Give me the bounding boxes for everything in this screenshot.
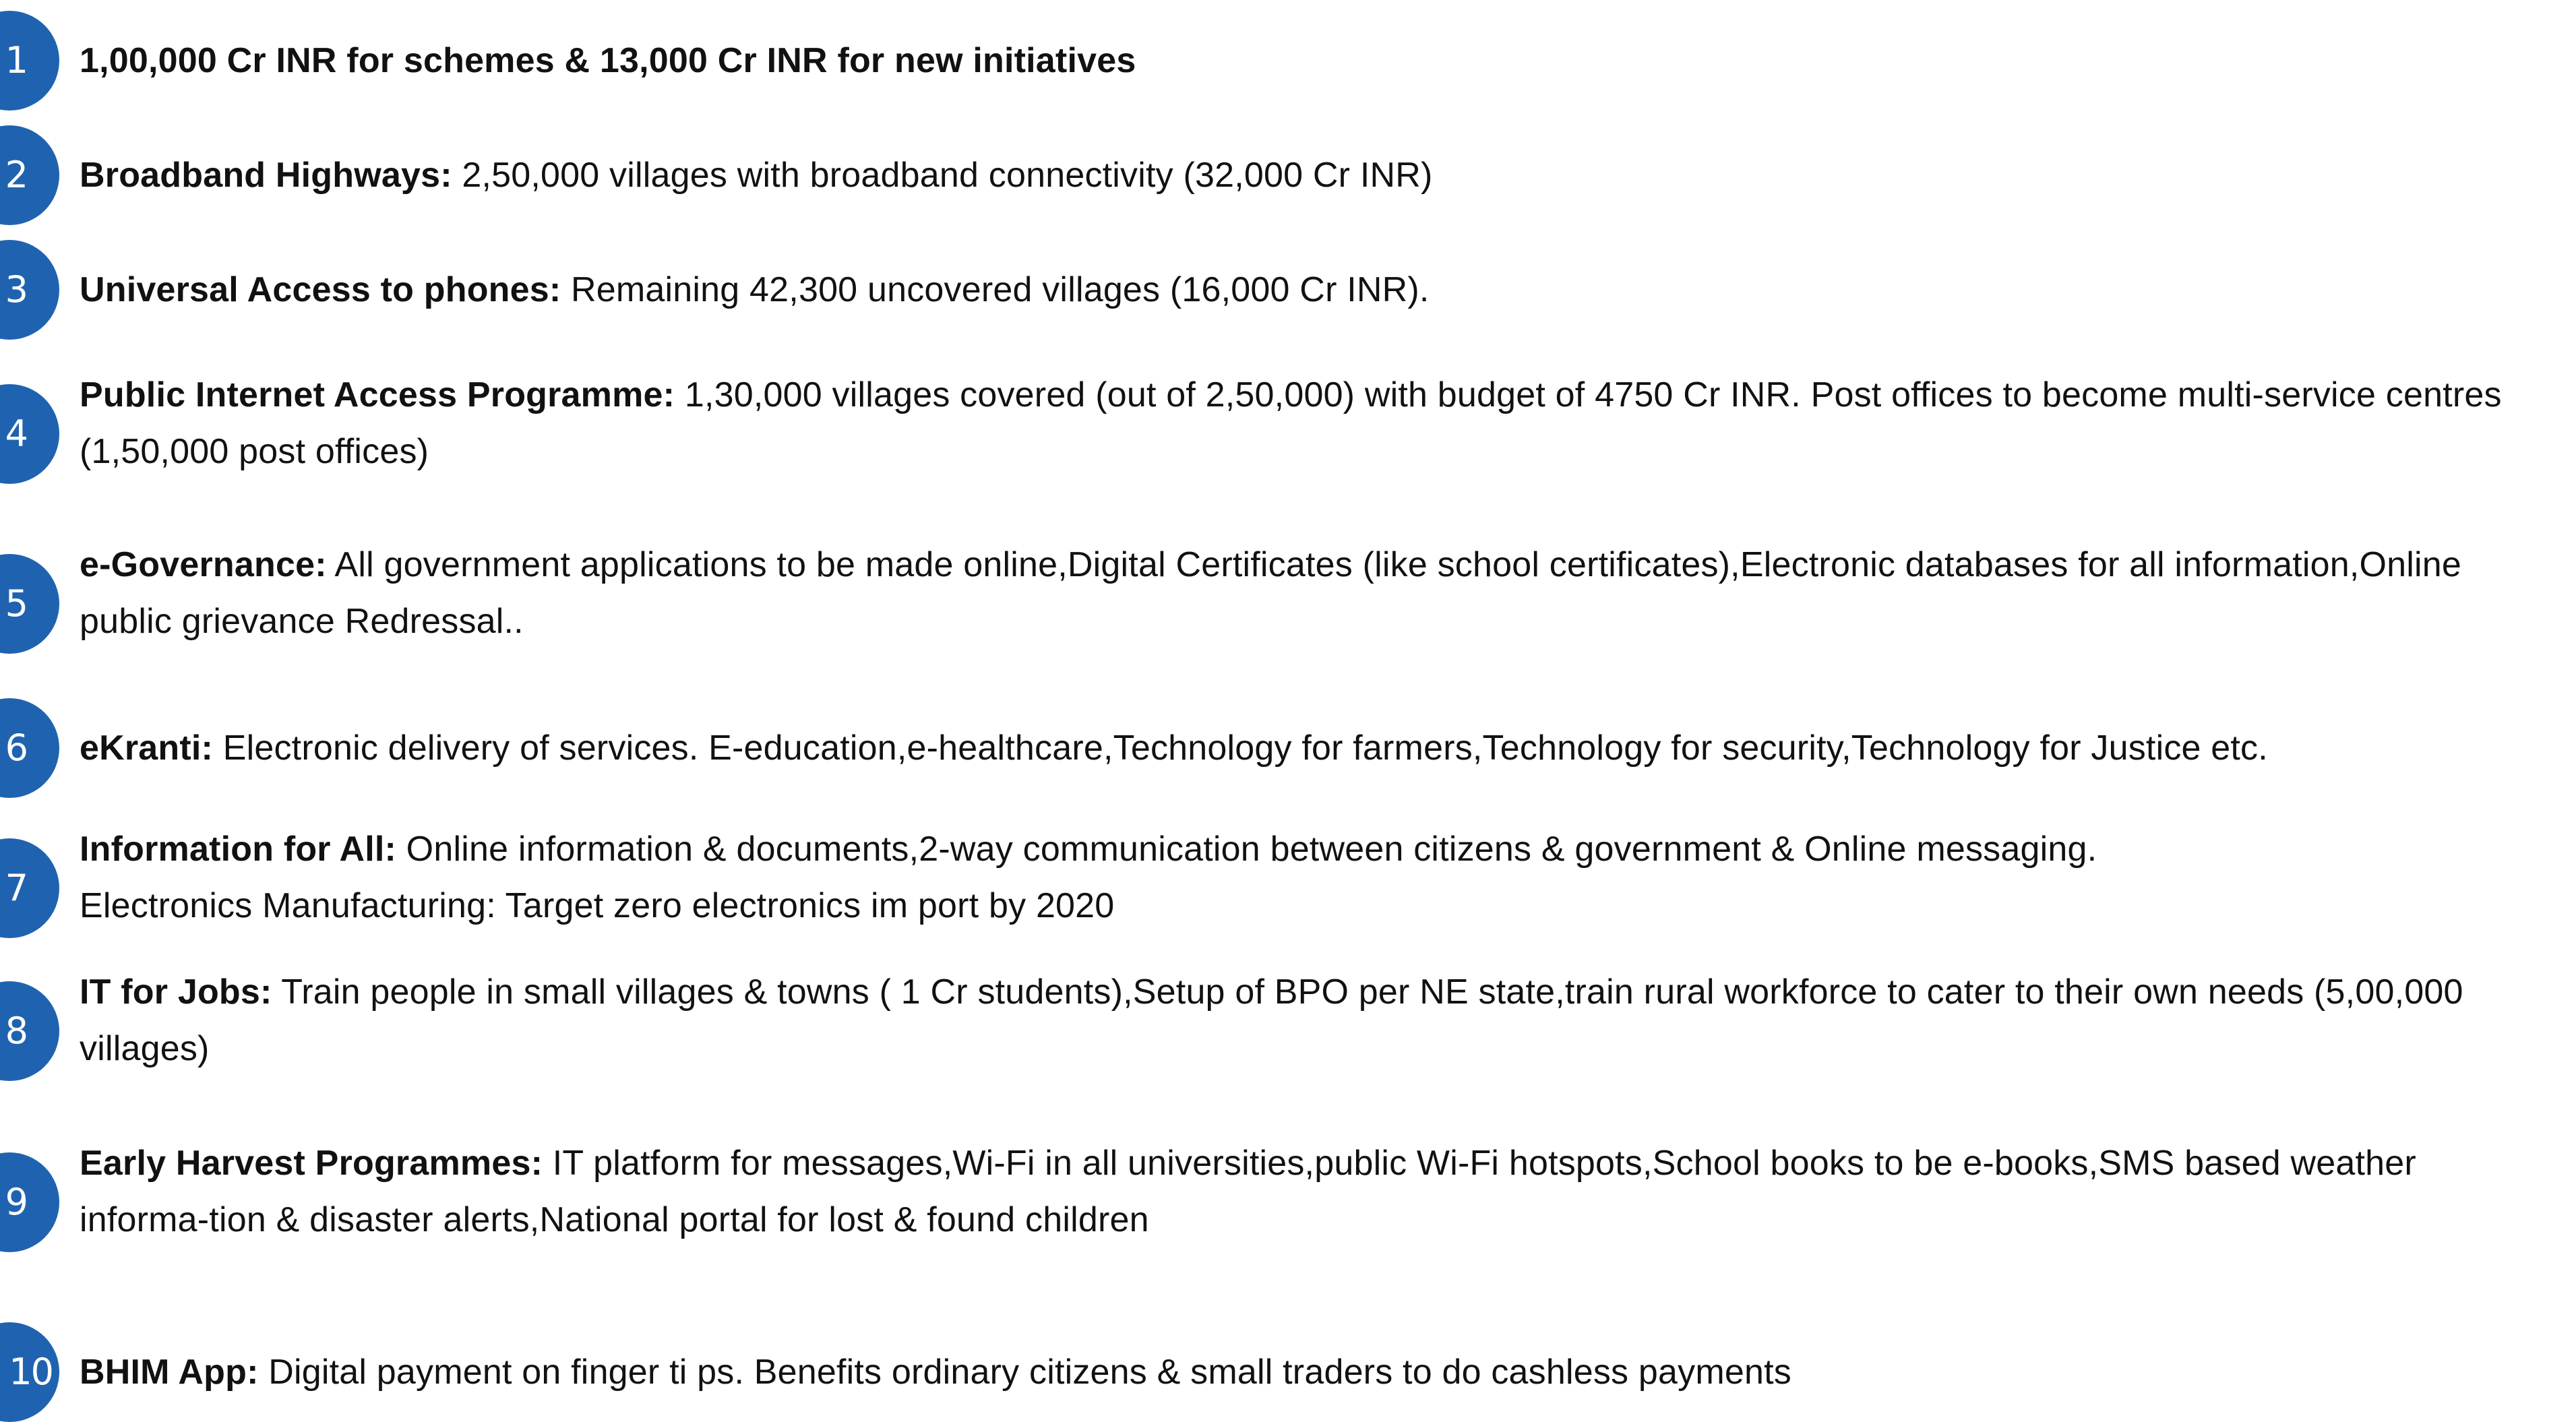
item-description: Digital payment on finger ti ps. Benefits ordinary citizens & small traders to do cashless payments (258, 1353, 1791, 1392)
number-badge: 3 (0, 240, 59, 340)
item-lead: BHIM App: (80, 1353, 259, 1392)
number-badge: 4 (0, 384, 59, 484)
item-description: Online information & documents,2-way communication between citizens & government & Online messaging. (396, 830, 2097, 869)
number-badge: 8 (0, 981, 59, 1081)
item-text (80, 720, 2513, 776)
number-badge: 6 (0, 698, 59, 798)
item-text (80, 821, 2513, 934)
item-lead: e-Governance: (80, 545, 327, 584)
item-text (80, 367, 2513, 480)
number-badge: 9 (0, 1152, 59, 1252)
item-lead: 1,00,000 Cr INR for schemes & 13,000 Cr INR for new initiatives (80, 41, 1136, 80)
item-text (80, 32, 2513, 89)
number-badge: 10 (0, 1322, 59, 1422)
item-lead: Broadband Highways: (80, 156, 452, 195)
number-badge: 5 (0, 554, 59, 654)
item-description: 2,50,000 villages with broadband connectivity (32,000 Cr INR) (452, 156, 1433, 195)
item-text (80, 964, 2513, 1077)
item-description: Remaining 42,300 uncovered villages (16,000 Cr INR). (561, 270, 1430, 309)
item-description: Train people in small villages & towns ( 1 Cr students),Setup of BPO per NE state,train rural workforce to cater to their own needs (5,00,000 villages) (80, 972, 2463, 1068)
item-text (80, 1135, 2513, 1248)
number-badge: 7 (0, 838, 59, 938)
number-badge: 1 (0, 11, 59, 111)
item-description: Electronic delivery of services. E-education,e-healthcare,Technology for farmers,Technology for security,Technology for Justice etc. (213, 729, 2268, 768)
item-lead: Public Internet Access Programme: (80, 375, 675, 414)
item-lead: eKranti: (80, 729, 214, 768)
item-text (80, 261, 2513, 318)
item-description-line-2: Electronics Manufacturing: Target zero electronics im port by 2020 (80, 886, 1115, 925)
item-description: 1,30,000 villages covered (out of 2,50,000) with budget of 4750 Cr INR. Post offices to become multi-service centres (1,50,000 post offices) (80, 375, 2502, 471)
item-text (80, 1344, 2513, 1400)
item-lead: IT for Jobs: (80, 972, 272, 1012)
item-lead: Information for All: (80, 830, 397, 869)
item-text (80, 147, 2513, 204)
item-description: IT platform for messages,Wi-Fi in all universities,public Wi-Fi hotspots,School books to be e-books,SMS based weather informa-tion & disaster alerts,National portal for lost & found children (80, 1144, 2416, 1239)
item-lead: Early Harvest Programmes: (80, 1144, 543, 1183)
item-lead: Universal Access to phones: (80, 270, 561, 309)
item-description: All government applications to be made online,Digital Certificates (like school certificates),Electronic databases for all information,Online public grievance Redressal.. (80, 545, 2461, 641)
item-text (80, 536, 2513, 650)
number-badge: 2 (0, 125, 59, 225)
